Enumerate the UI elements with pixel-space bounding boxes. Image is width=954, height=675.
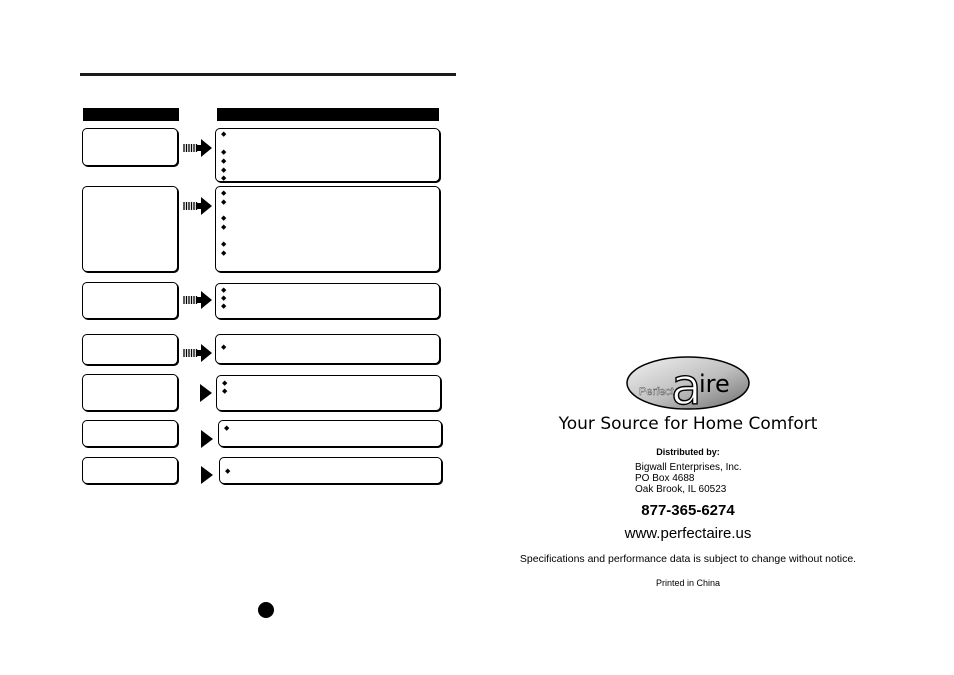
solution-box-4 [215,334,440,364]
solution-box-1 [215,128,440,182]
bullet: ◆ [221,287,227,294]
bullet: ◆ [221,215,227,222]
problem-box-7 [82,457,178,484]
problem-box-3 [82,282,178,319]
address-line: PO Box 4688 [635,473,695,484]
dotted-right-arrow-icon [183,196,213,216]
distributed-by-label: Distributed by: [656,447,720,457]
logo-small-text: Perfect [639,386,674,398]
dotted-right-arrow-icon [183,138,213,158]
bullet: ◆ [221,295,227,302]
section-rule [80,73,456,76]
bullet: ◆ [221,149,227,156]
distributor-address [635,462,742,495]
solid-right-arrow-icon [200,429,214,449]
solution-box-2 [215,186,440,272]
solution-column-header [217,108,439,121]
bullet: ◆ [225,468,231,475]
bullet: ◆ [222,380,228,387]
bullet: ◆ [221,344,227,351]
bullet: ◆ [222,388,228,395]
solution-box-7 [219,457,442,484]
logo-big-letter: a [671,358,702,414]
perfectaire-logo [625,352,753,414]
phone-number: 877-365-6274 [641,502,735,519]
problem-box-4 [82,334,178,365]
solution-box-6 [218,420,442,447]
website-link[interactable]: www.perfectaire.us [624,525,752,542]
bullet: ◆ [221,303,227,310]
bullet: ◆ [221,190,227,197]
logo-word: ire [699,370,730,398]
problem-box-2 [82,186,178,272]
problem-column-header [83,108,179,121]
problem-box-1 [82,128,178,166]
bullet: ◆ [221,224,227,231]
bullet: ◆ [221,241,227,248]
problem-box-5 [82,374,178,411]
dotted-right-arrow-icon [183,290,213,310]
bullet: ◆ [221,131,227,138]
bullet: ◆ [221,199,227,206]
bullet: ◆ [221,158,227,165]
printed-in-text: Printed in China [655,578,721,588]
solid-right-arrow-icon [199,383,213,403]
disclaimer-text: Specifications and performance data is subject to change without notice. [519,553,857,565]
address-line: Bigwall Enterprises, Inc. [635,462,742,473]
tagline: Your Source for Home Comfort [558,414,818,434]
bullet: ◆ [221,250,227,257]
bullet: ◆ [221,175,227,182]
solid-right-arrow-icon [200,465,214,485]
bullet: ◆ [221,167,227,174]
solution-box-5 [216,375,441,411]
solution-box-3 [215,283,440,319]
address-line: Oak Brook, IL 60523 [635,484,727,495]
page-number-dot-icon [258,602,274,618]
bullet: ◆ [224,425,230,432]
problem-box-6 [82,420,178,447]
dotted-right-arrow-icon [183,343,213,363]
